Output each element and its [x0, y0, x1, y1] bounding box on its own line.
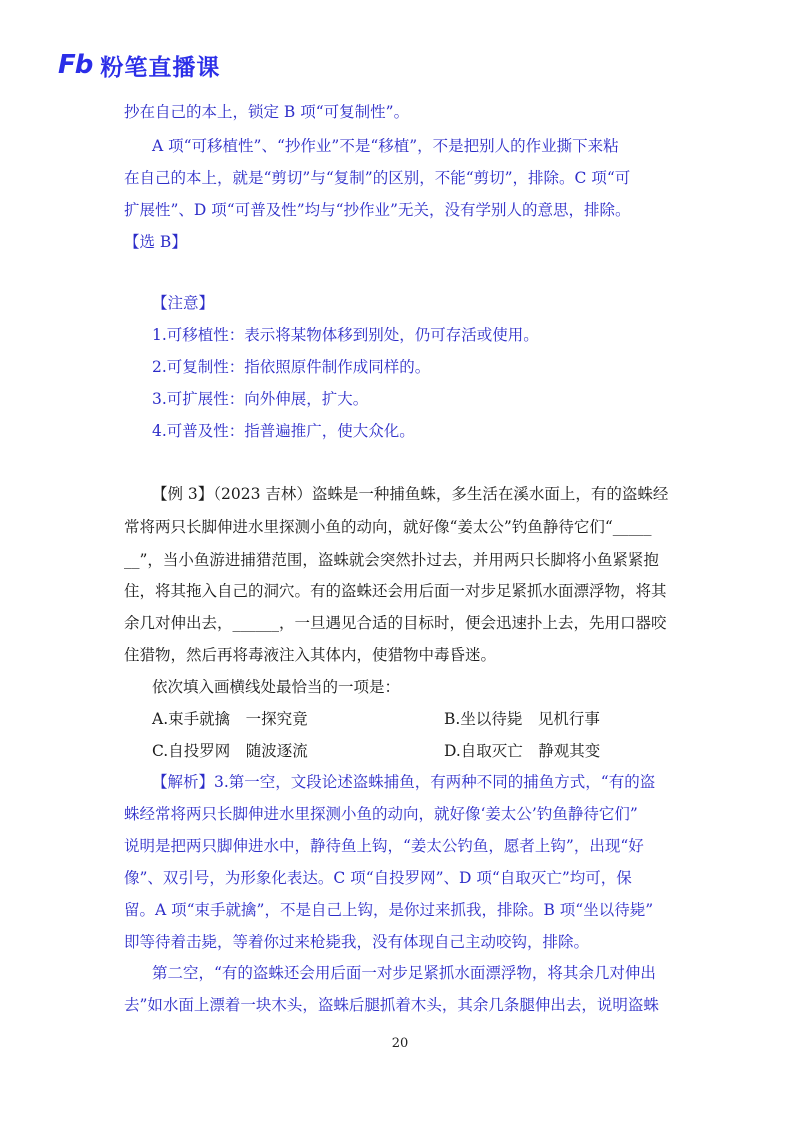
text-line: 扩展性”、D 项“可普及性”均与“抄作业”无关，没有学别人的意思，排除。	[124, 201, 631, 219]
analysis-line: 蛛经常将两只长脚伸进水里探测小鱼的动向，就好像‘姜太公’钓鱼静待它们”	[124, 805, 638, 823]
option-c: C.自投罗网 随波逐流	[152, 742, 308, 760]
analysis-line: 第二空，“有的盗蛛还会用后面一对步足紧抓水面漂浮物，将其余几对伸出	[152, 964, 656, 982]
option-d: D.自取灭亡 静观其变	[444, 742, 601, 760]
logo-mark: Fb	[58, 50, 93, 80]
option-a: A.束手就擒 一探究竟	[152, 710, 308, 728]
example-line: __”，当小鱼游进捕猎范围，盗蛛就会突然扑过去，并用两只长脚将小鱼紧紧抱	[124, 551, 659, 569]
analysis-line: 即等待着击毙，等着你过来枪毙我，没有体现自己主动咬钩，排除。	[124, 933, 590, 951]
analysis-line: 说明是把两只脚伸进水中，静待鱼上钩，“姜太公钓鱼，愿者上钩”，出现“好	[124, 837, 644, 855]
answer-label: 【选 B】	[124, 233, 187, 251]
question-prompt: 依次填入画横线处最恰当的一项是：	[152, 678, 401, 696]
analysis-line: 留。A 项“束手就擒”，不是自己上钩，是你过来抓我，排除。B 项“坐以待毙”	[124, 901, 654, 919]
text-line: 抄在自己的本上，锁定 B 项“可复制性”。	[124, 103, 410, 121]
example-line: 常将两只长脚伸进水里探测小鱼的动向，就好像“姜太公”钓鱼静待它们“_____	[124, 518, 652, 536]
note-item: 2.可复制性：指依照原件制作成同样的。	[152, 358, 431, 376]
text-line: 在自己的本上，就是“剪切”与“复制”的区别，不能“剪切”，排除。C 项“可	[124, 169, 631, 187]
note-heading: 【注意】	[152, 294, 215, 312]
example-line: 住猎物，然后再将毒液注入其体内，使猎物中毒昏迷。	[124, 646, 497, 664]
page-number: 20	[391, 1036, 409, 1051]
example-line: 余几对伸出去，______，一旦遇见合适的目标时，便会迅速扑上去，先用口器咬	[124, 614, 667, 632]
logo-text: 粉笔直播课	[100, 54, 221, 81]
option-b: B.坐以待毙 见机行事	[444, 710, 600, 728]
note-item: 4.可普及性：指普遍推广，使大众化。	[152, 422, 415, 440]
note-item: 3.可扩展性：向外伸展，扩大。	[152, 390, 369, 408]
note-item: 1.可移植性：表示将某物体移到别处，仍可存活或使用。	[152, 326, 539, 344]
analysis-line: 去”如水面上漂着一块木头，盗蛛后腿抓着木头，其余几条腿伸出去，说明盗蛛	[124, 996, 659, 1014]
example-line: 【例 3】（2023 吉林）盗蛛是一种捕鱼蛛，多生活在溪水面上，有的盗蛛经	[152, 485, 669, 503]
text-line: A 项“可移植性”、“抄作业”不是“移植”，不是把别人的作业撕下来粘	[152, 137, 619, 155]
example-line: 住，将其拖入自己的洞穴。有的盗蛛还会用后面一对步足紧抓水面漂浮物，将其	[124, 582, 667, 600]
analysis-line: 像”、双引号，为形象化表达。C 项“自投罗网”、D 项“自取灭亡”均可，保	[124, 869, 632, 887]
analysis-line: 【解析】3.第一空，文段论述盗蛛捕鱼，有两种不同的捕鱼方式，“有的盗	[152, 773, 656, 791]
brand-logo	[58, 50, 220, 80]
